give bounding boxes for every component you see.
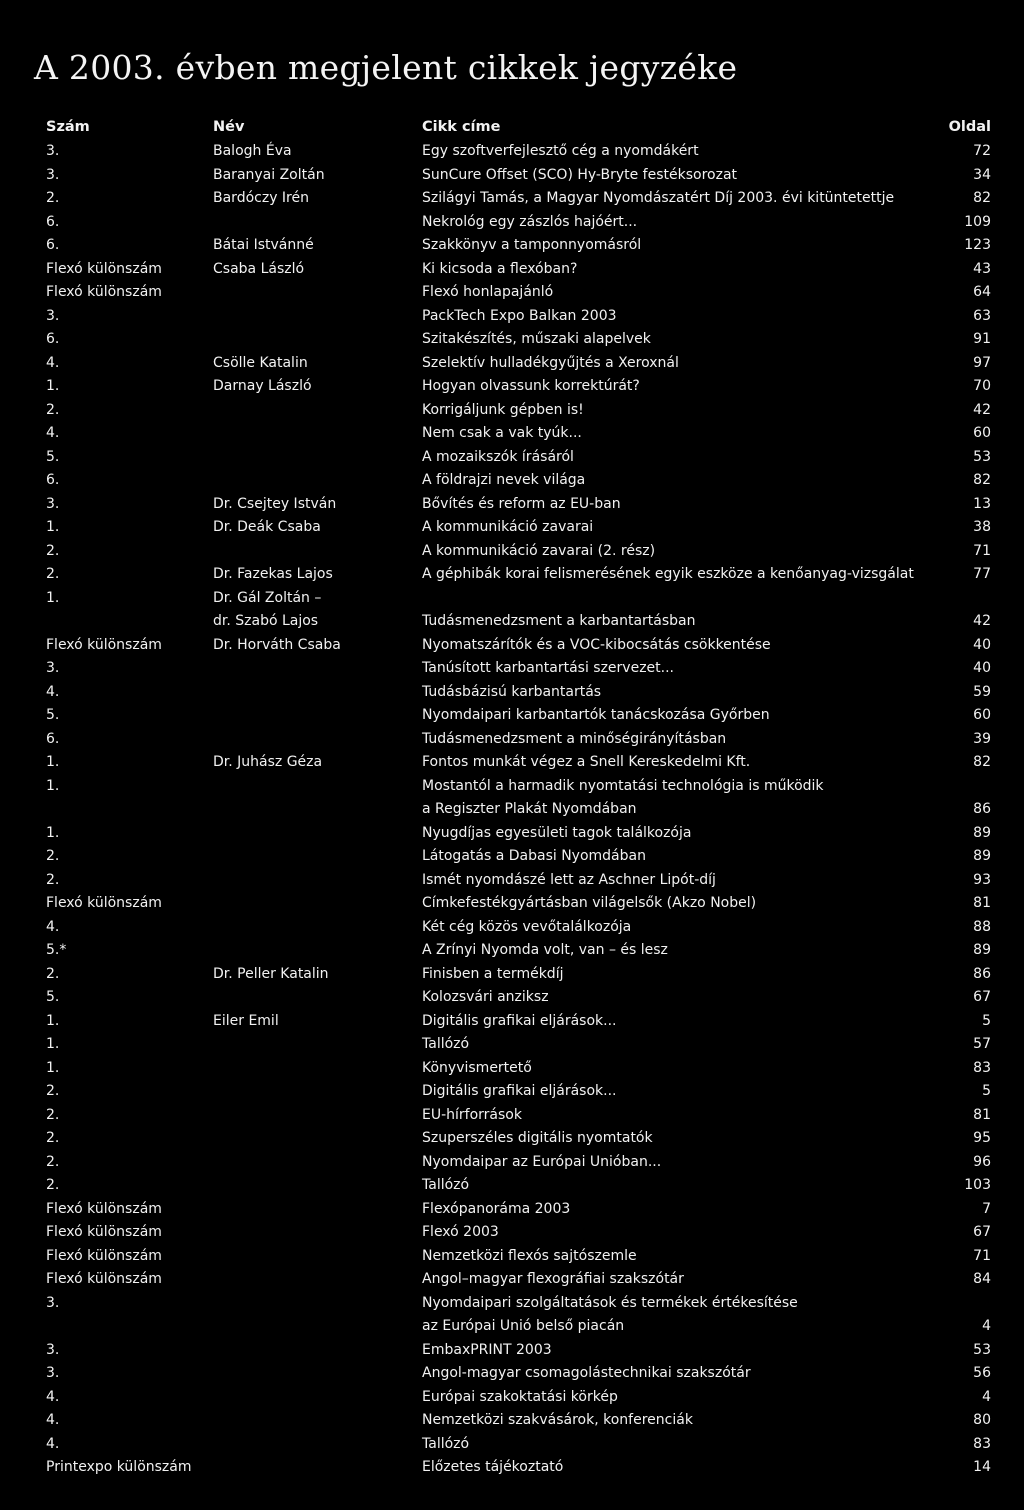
row-author-name: Baranyai Zoltán <box>213 166 325 183</box>
row-page-number: 86 <box>973 801 991 817</box>
row-article-title: Tudásmenedzsment a minőségirányításban <box>422 730 727 747</box>
table-row <box>0 1245 1024 1269</box>
row-article-title: A mozaikszók írásáról <box>422 448 574 465</box>
row-page-number: 84 <box>973 1271 991 1287</box>
row-article-title: Európai szakoktatási körkép <box>422 1388 618 1405</box>
table-row <box>0 704 1024 728</box>
row-issue-number: 1. <box>46 589 60 606</box>
row-page-number: 77 <box>973 566 991 582</box>
row-article-title: Tallózó <box>422 1036 470 1052</box>
row-issue-number: 3. <box>46 143 60 159</box>
table-row <box>0 1268 1024 1292</box>
row-issue-number: 5. <box>46 707 60 723</box>
row-article-title: Tudásmenedzsment a karbantartásban <box>422 613 696 629</box>
row-issue-number: 2. <box>46 401 60 418</box>
row-page-number: 91 <box>973 331 991 347</box>
row-article-title: a Regiszter Plakát Nyomdában <box>422 801 637 817</box>
row-article-title: Fontos munkát végez a Snell Kereskedelmi Kft. <box>422 754 751 770</box>
table-row <box>0 1386 1024 1410</box>
table-row <box>0 681 1024 705</box>
row-article-title: Digitális grafikai eljárások... <box>422 1012 617 1029</box>
table-row <box>0 469 1024 493</box>
row-article-title: Flexópanoráma 2003 <box>422 1200 571 1217</box>
row-author-name: Balogh Éva <box>213 143 292 159</box>
table-row <box>0 869 1024 893</box>
row-article-title: EU-hírforrások <box>422 1106 522 1123</box>
row-page-number: 89 <box>973 942 991 958</box>
row-issue-number: 2. <box>46 965 60 982</box>
row-author-name: Dr. Horváth Csaba <box>213 636 341 653</box>
row-page-number: 67 <box>973 989 991 1005</box>
row-issue-number: 4. <box>46 1435 60 1452</box>
row-article-title: Angol–magyar flexográfiai szakszótár <box>422 1271 684 1287</box>
row-article-title: Címkefestékgyártásban világelsők (Akzo Nobel) <box>422 895 757 911</box>
table-row <box>0 1127 1024 1151</box>
row-page-number: 67 <box>973 1224 991 1240</box>
articles-table <box>0 115 1024 1480</box>
row-issue-number: Flexó különszám <box>46 260 162 277</box>
table-row <box>0 963 1024 987</box>
table-header <box>0 115 1024 140</box>
row-article-title: Szitakészítés, műszaki alapelvek <box>422 331 651 347</box>
row-page-number: 70 <box>973 378 991 394</box>
row-page-number: 86 <box>973 965 991 982</box>
row-article-title: Előzetes tájékoztató <box>422 1459 564 1475</box>
row-issue-number: 6. <box>46 472 60 488</box>
row-issue-number: 1. <box>46 1059 60 1076</box>
row-author-name: dr. Szabó Lajos <box>213 613 319 629</box>
row-article-title: A földrajzi nevek világa <box>422 472 586 488</box>
row-page-number: 13 <box>973 495 991 512</box>
row-article-title: Ki kicsoda a flexóban? <box>422 260 578 277</box>
row-issue-number: 1. <box>46 1012 60 1029</box>
table-row <box>0 493 1024 517</box>
table-row <box>0 939 1024 963</box>
row-author-name: Bardóczy Irén <box>213 190 309 206</box>
table-row <box>0 399 1024 423</box>
row-page-number: 89 <box>973 824 991 841</box>
table-row <box>0 1221 1024 1245</box>
table-row <box>0 1104 1024 1128</box>
row-article-title: A kommunikáció zavarai <box>422 519 594 535</box>
table-row <box>0 540 1024 564</box>
table-row <box>0 164 1024 188</box>
table-row <box>0 328 1024 352</box>
row-issue-number: 1. <box>46 754 60 770</box>
row-page-number: 42 <box>973 401 991 418</box>
table-row <box>0 187 1024 211</box>
row-article-title: SunCure Offset (SCO) Hy-Bryte festéksorozat <box>422 166 738 183</box>
table-row <box>0 751 1024 775</box>
table-row <box>0 1080 1024 1104</box>
row-article-title: Nyugdíjas egyesületi tagok találkozója <box>422 824 692 841</box>
row-page-number: 64 <box>973 284 991 300</box>
row-issue-number: 3. <box>46 495 60 512</box>
table-row <box>0 845 1024 869</box>
table-row <box>0 281 1024 305</box>
row-issue-number: 5.* <box>46 942 67 958</box>
row-article-title: A Zrínyi Nyomda volt, van – és lesz <box>422 942 668 958</box>
row-issue-number: 4. <box>46 918 60 935</box>
row-issue-number: 1. <box>46 824 60 841</box>
row-author-name: Dr. Csejtey István <box>213 495 337 512</box>
row-page-number: 5 <box>982 1083 991 1099</box>
row-issue-number: Flexó különszám <box>46 284 162 300</box>
table-row <box>0 1315 1024 1339</box>
row-page-number: 39 <box>973 730 991 747</box>
row-article-title: Flexó 2003 <box>422 1224 499 1240</box>
row-page-number: 82 <box>973 190 991 206</box>
row-article-title: Nyomatszárítók és a VOC-kibocsátás csökkentése <box>422 636 771 653</box>
row-issue-number: 2. <box>46 1106 60 1123</box>
row-page-number: 59 <box>973 683 991 700</box>
table-row <box>0 916 1024 940</box>
table-row <box>0 1292 1024 1316</box>
row-page-number: 4 <box>982 1318 991 1334</box>
row-page-number: 14 <box>973 1459 991 1475</box>
table-row <box>0 798 1024 822</box>
row-page-number: 83 <box>973 1059 991 1076</box>
table-row <box>0 422 1024 446</box>
row-page-number: 72 <box>973 143 991 159</box>
row-author-name: Csölle Katalin <box>213 354 308 371</box>
row-article-title: A géphibák korai felismerésének egyik eszköze a kenőanyag-vizsgálat <box>422 566 914 582</box>
row-article-title: Látogatás a Dabasi Nyomdában <box>422 848 646 864</box>
table-row <box>0 986 1024 1010</box>
row-page-number: 81 <box>973 1106 991 1123</box>
row-issue-number: 6. <box>46 331 60 347</box>
table-row <box>0 634 1024 658</box>
row-page-number: 42 <box>973 613 991 629</box>
row-author-name: Dr. Gál Zoltán – <box>213 589 322 606</box>
table-row <box>0 1010 1024 1034</box>
row-page-number: 53 <box>973 448 991 465</box>
table-row <box>0 892 1024 916</box>
row-author-name: Dr. Fazekas Lajos <box>213 566 333 582</box>
table-row <box>0 211 1024 235</box>
table-row <box>0 1198 1024 1222</box>
row-article-title: Mostantól a harmadik nyomtatási technológia is működik <box>422 777 824 794</box>
table-row <box>0 657 1024 681</box>
row-page-number: 53 <box>973 1341 991 1358</box>
table-row <box>0 375 1024 399</box>
column-header-name: Név <box>213 119 245 135</box>
row-issue-number: Flexó különszám <box>46 895 162 911</box>
row-article-title: Szuperszéles digitális nyomtatók <box>422 1130 653 1146</box>
row-article-title: Szilágyi Tamás, a Magyar Nyomdászatért Díj 2003. évi kitüntetettje <box>422 190 895 206</box>
row-issue-number: 2. <box>46 1177 60 1193</box>
row-issue-number: 3. <box>46 1341 60 1358</box>
row-issue-number: 2. <box>46 542 60 559</box>
row-page-number: 43 <box>973 260 991 277</box>
row-issue-number: 3. <box>46 660 60 676</box>
table-row <box>0 1362 1024 1386</box>
row-author-name: Eiler Emil <box>213 1012 279 1029</box>
row-issue-number: 3. <box>46 1294 60 1311</box>
row-article-title: Flexó honlapajánló <box>422 284 554 300</box>
row-issue-number: 3. <box>46 166 60 183</box>
row-page-number: 60 <box>973 707 991 723</box>
row-author-name: Csaba László <box>213 260 305 277</box>
row-article-title: Nyomdaipari karbantartók tanácskozása Győrben <box>422 707 770 723</box>
row-page-number: 38 <box>973 519 991 535</box>
row-issue-number: 2. <box>46 848 60 864</box>
table-row <box>0 258 1024 282</box>
row-issue-number: 1. <box>46 1036 60 1052</box>
table-row <box>0 234 1024 258</box>
row-page-number: 4 <box>982 1388 991 1405</box>
row-article-title: PackTech Expo Balkan 2003 <box>422 307 617 324</box>
row-issue-number: 1. <box>46 777 60 794</box>
row-article-title: Nemzetközi flexós sajtószemle <box>422 1247 637 1264</box>
row-page-number: 93 <box>973 871 991 888</box>
row-article-title: Szelektív hulladékgyűjtés a Xeroxnál <box>422 354 679 371</box>
column-header-num: Szám <box>46 119 90 135</box>
row-page-number: 34 <box>973 166 991 183</box>
row-page-number: 96 <box>973 1153 991 1170</box>
row-page-number: 5 <box>982 1012 991 1029</box>
row-article-title: Bővítés és reform az EU-ban <box>422 495 621 512</box>
row-issue-number: 3. <box>46 307 60 324</box>
row-issue-number: Flexó különszám <box>46 1247 162 1264</box>
row-article-title: Tanúsított karbantartási szervezet... <box>422 660 674 676</box>
row-article-title: Korrigáljunk gépben is! <box>422 401 584 418</box>
row-page-number: 71 <box>973 1247 991 1264</box>
table-row <box>0 140 1024 164</box>
row-issue-number: 6. <box>46 213 60 230</box>
table-row <box>0 822 1024 846</box>
table-row <box>0 587 1024 611</box>
row-issue-number: 1. <box>46 519 60 535</box>
row-page-number: 56 <box>973 1365 991 1381</box>
row-issue-number: Flexó különszám <box>46 636 162 653</box>
row-article-title: Angol-magyar csomagolástechnikai szakszótár <box>422 1365 751 1381</box>
row-page-number: 83 <box>973 1435 991 1452</box>
row-page-number: 95 <box>973 1130 991 1146</box>
row-page-number: 103 <box>964 1177 991 1193</box>
row-article-title: Tallózó <box>422 1177 470 1193</box>
row-article-title: Nekrológ egy zászlós hajóért... <box>422 213 638 230</box>
row-page-number: 60 <box>973 425 991 441</box>
row-page-number: 123 <box>964 237 991 253</box>
column-header-title: Cikk címe <box>422 119 501 135</box>
table-row <box>0 352 1024 376</box>
row-page-number: 80 <box>973 1412 991 1428</box>
row-issue-number: 5. <box>46 989 60 1005</box>
row-issue-number: Printexpo különszám <box>46 1459 192 1475</box>
row-article-title: Tallózó <box>422 1435 470 1452</box>
column-header-page: Oldal <box>948 119 991 135</box>
table-row <box>0 775 1024 799</box>
row-article-title: Ismét nyomdászé lett az Aschner Lipót-díj <box>422 871 716 888</box>
row-article-title: Hogyan olvassunk korrektúrát? <box>422 378 640 394</box>
page-title: A 2003. évben megjelent cikkek jegyzéke <box>34 48 738 88</box>
row-page-number: 89 <box>973 848 991 864</box>
row-article-title: Nyomdaipari szolgáltatások és termékek értékesítése <box>422 1294 798 1311</box>
row-issue-number: 2. <box>46 566 60 582</box>
row-page-number: 88 <box>973 918 991 935</box>
row-article-title: Nyomdaipar az Európai Unióban... <box>422 1153 662 1170</box>
row-article-title: A kommunikáció zavarai (2. rész) <box>422 542 656 559</box>
row-page-number: 109 <box>964 213 991 230</box>
row-issue-number: Flexó különszám <box>46 1271 162 1287</box>
table-row <box>0 1174 1024 1198</box>
table-row <box>0 1151 1024 1175</box>
row-issue-number: 2. <box>46 1130 60 1146</box>
row-page-number: 81 <box>973 895 991 911</box>
row-article-title: Két cég közös vevőtalálkozója <box>422 918 632 935</box>
table-body <box>0 140 1024 1480</box>
table-row <box>0 1409 1024 1433</box>
row-article-title: Szakkönyv a tamponnyomásról <box>422 237 642 253</box>
row-issue-number: 1. <box>46 378 60 394</box>
row-page-number: 82 <box>973 472 991 488</box>
row-page-number: 97 <box>973 354 991 371</box>
row-page-number: 40 <box>973 660 991 676</box>
row-article-title: Nemzetközi szakvásárok, konferenciák <box>422 1412 693 1428</box>
row-article-title: EmbaxPRINT 2003 <box>422 1341 552 1358</box>
row-article-title: Tudásbázisú karbantartás <box>422 683 602 700</box>
table-row <box>0 728 1024 752</box>
row-article-title: Finisben a termékdíj <box>422 965 564 982</box>
row-article-title: az Európai Unió belső piacán <box>422 1318 625 1334</box>
row-page-number: 71 <box>973 542 991 559</box>
row-author-name: Bátai Istvánné <box>213 237 314 253</box>
row-issue-number: 2. <box>46 871 60 888</box>
table-row <box>0 563 1024 587</box>
row-author-name: Dr. Deák Csaba <box>213 519 321 535</box>
row-issue-number: 4. <box>46 1388 60 1405</box>
table-row <box>0 1433 1024 1457</box>
row-issue-number: 3. <box>46 1365 60 1381</box>
row-article-title: Digitális grafikai eljárások... <box>422 1083 617 1099</box>
table-row <box>0 1456 1024 1480</box>
row-article-title: Kolozsvári anziksz <box>422 989 549 1005</box>
row-author-name: Dr. Juhász Géza <box>213 754 323 770</box>
table-row <box>0 516 1024 540</box>
row-article-title: Egy szoftverfejlesztő cég a nyomdákért <box>422 143 699 159</box>
row-issue-number: Flexó különszám <box>46 1200 162 1217</box>
row-page-number: 82 <box>973 754 991 770</box>
table-row <box>0 1339 1024 1363</box>
row-article-title: Nem csak a vak tyúk... <box>422 425 582 441</box>
row-issue-number: 4. <box>46 354 60 371</box>
row-issue-number: 6. <box>46 730 60 747</box>
table-row <box>0 446 1024 470</box>
row-issue-number: 4. <box>46 1412 60 1428</box>
row-issue-number: 5. <box>46 448 60 465</box>
row-issue-number: 4. <box>46 425 60 441</box>
row-issue-number: 4. <box>46 683 60 700</box>
row-issue-number: 6. <box>46 237 60 253</box>
row-issue-number: 2. <box>46 1083 60 1099</box>
row-author-name: Dr. Peller Katalin <box>213 965 329 982</box>
row-article-title: Könyvismertető <box>422 1059 532 1076</box>
table-row <box>0 1033 1024 1057</box>
row-page-number: 57 <box>973 1036 991 1052</box>
table-row <box>0 610 1024 634</box>
row-page-number: 40 <box>973 636 991 653</box>
row-page-number: 63 <box>973 307 991 324</box>
row-issue-number: 2. <box>46 190 60 206</box>
row-issue-number: 2. <box>46 1153 60 1170</box>
row-page-number: 7 <box>982 1200 991 1217</box>
row-author-name: Darnay László <box>213 378 312 394</box>
row-issue-number: Flexó különszám <box>46 1224 162 1240</box>
table-row <box>0 305 1024 329</box>
table-row <box>0 1057 1024 1081</box>
